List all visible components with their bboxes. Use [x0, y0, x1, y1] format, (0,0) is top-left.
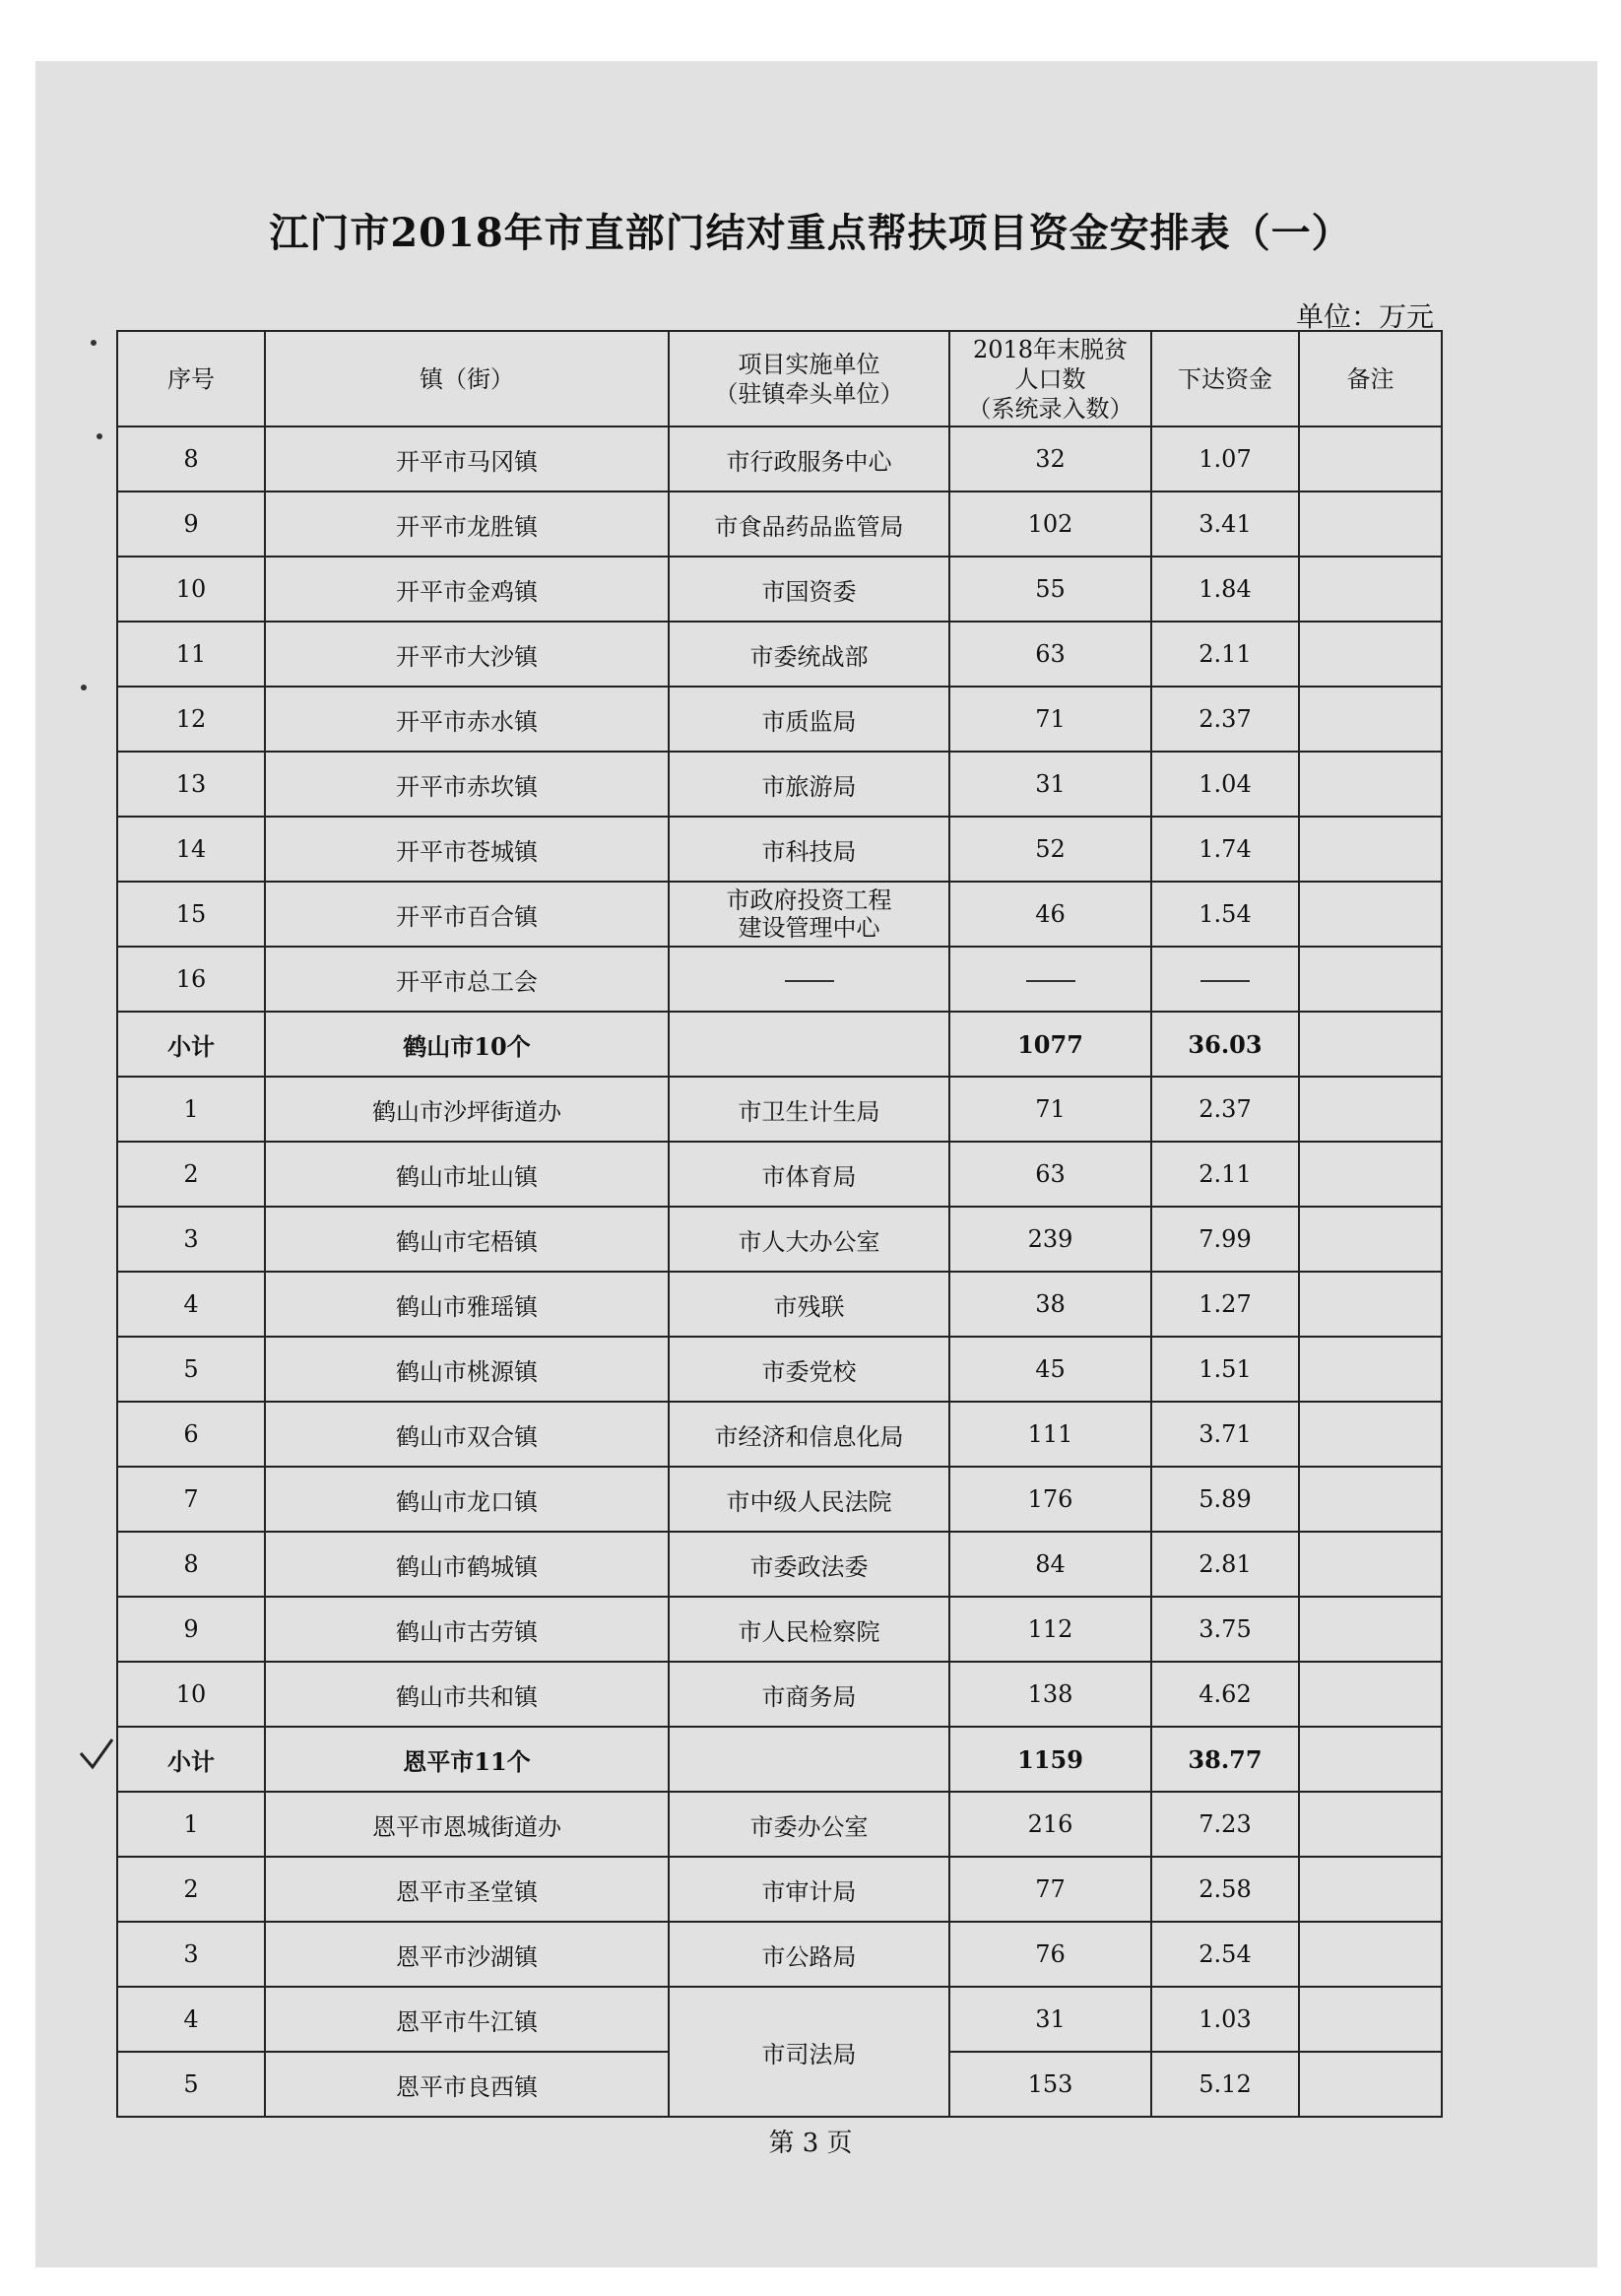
cell-note: [1299, 1012, 1442, 1077]
cell-unit: 市中级人民法院: [669, 1467, 949, 1532]
cell-no: 9: [117, 492, 265, 557]
cell-town: 开平市百合镇: [265, 882, 669, 947]
cell-fund: 4.62: [1151, 1662, 1299, 1727]
table-row: [117, 492, 1442, 557]
cell-no: 小计: [117, 1727, 265, 1792]
header-unit-line1: 项目实施单位: [738, 350, 880, 378]
cell-note: [1299, 1792, 1442, 1857]
subtotal-row: [117, 1012, 1442, 1077]
cell-fund: 2.11: [1151, 622, 1299, 687]
cell-unit: 市司法局: [669, 1987, 949, 2117]
subtotal-row: [117, 1727, 1442, 1792]
cell-no: 3: [117, 1207, 265, 1272]
table-row: [117, 1597, 1442, 1662]
header-town: 镇（街）: [265, 331, 669, 426]
cell-town: 开平市总工会: [265, 947, 669, 1012]
cell-town: 鹤山市沙坪街道办: [265, 1077, 669, 1142]
cell-note: [1299, 557, 1442, 622]
cell-no: 6: [117, 1402, 265, 1467]
cell-population: 31: [949, 1987, 1151, 2052]
cell-note: [1299, 1922, 1442, 1987]
cell-population: 31: [949, 752, 1151, 817]
cell-no: 11: [117, 622, 265, 687]
table-row: [117, 1402, 1442, 1467]
table-row: [117, 622, 1442, 687]
cell-fund: [1151, 947, 1299, 1012]
cell-note: [1299, 817, 1442, 882]
header-fund: 下达资金: [1151, 331, 1299, 426]
cell-note: [1299, 622, 1442, 687]
cell-note: [1299, 426, 1442, 492]
cell-fund: 2.81: [1151, 1532, 1299, 1597]
cell-town: 鹤山市址山镇: [265, 1142, 669, 1207]
cell-no: 10: [117, 1662, 265, 1727]
scan-mark: [81, 685, 87, 690]
cell-population: 55: [949, 557, 1151, 622]
cell-fund: 2.37: [1151, 687, 1299, 752]
cell-unit: [669, 1012, 949, 1077]
cell-note: [1299, 1727, 1442, 1792]
check-mark-icon: [77, 1734, 116, 1773]
cell-no: 1: [117, 1792, 265, 1857]
cell-no: 3: [117, 1922, 265, 1987]
cell-population: 71: [949, 687, 1151, 752]
cell-population: 38: [949, 1272, 1151, 1337]
table-row: [117, 947, 1442, 1012]
cell-town: 开平市大沙镇: [265, 622, 669, 687]
cell-population: 112: [949, 1597, 1151, 1662]
cell-unit-line2: 建设管理中心: [738, 914, 880, 942]
cell-unit: [669, 1727, 949, 1792]
cell-no: 1: [117, 1077, 265, 1142]
cell-town: 开平市马冈镇: [265, 426, 669, 492]
dash-line: [1200, 980, 1250, 982]
cell-no: 13: [117, 752, 265, 817]
cell-no: 10: [117, 557, 265, 622]
cell-fund: 2.11: [1151, 1142, 1299, 1207]
table-row: [117, 1532, 1442, 1597]
cell-fund: 5.89: [1151, 1467, 1299, 1532]
header-pop-line2: 人口数: [1014, 364, 1086, 393]
cell-note: [1299, 1337, 1442, 1402]
cell-fund: 5.12: [1151, 2052, 1299, 2117]
cell-unit: 市委统战部: [669, 622, 949, 687]
cell-note: [1299, 1272, 1442, 1337]
cell-fund: 38.77: [1151, 1727, 1299, 1792]
cell-town: 鹤山市桃源镇: [265, 1337, 669, 1402]
cell-unit-line1: 市政府投资工程: [726, 886, 892, 914]
cell-fund: 1.54: [1151, 882, 1299, 947]
cell-no: 16: [117, 947, 265, 1012]
cell-population: [949, 947, 1151, 1012]
header-pop-line1: 2018年末脱贫: [972, 335, 1129, 363]
cell-population: 153: [949, 2052, 1151, 2117]
cell-unit: 市委办公室: [669, 1792, 949, 1857]
cell-no: 4: [117, 1272, 265, 1337]
cell-town: 开平市龙胜镇: [265, 492, 669, 557]
cell-population: 52: [949, 817, 1151, 882]
cell-fund: 2.54: [1151, 1922, 1299, 1987]
cell-population: 63: [949, 1142, 1151, 1207]
cell-unit: 市公路局: [669, 1922, 949, 1987]
cell-unit: 市经济和信息化局: [669, 1402, 949, 1467]
cell-note: [1299, 687, 1442, 752]
header-row: [117, 331, 1442, 426]
cell-population: 32: [949, 426, 1151, 492]
cell-note: [1299, 1402, 1442, 1467]
cell-no: 9: [117, 1597, 265, 1662]
cell-fund: 1.03: [1151, 1987, 1299, 2052]
cell-population: 111: [949, 1402, 1151, 1467]
cell-no: 8: [117, 426, 265, 492]
dash-line: [1026, 980, 1075, 982]
cell-note: [1299, 1857, 1442, 1922]
cell-unit: 市委政法委: [669, 1532, 949, 1597]
cell-unit: 市国资委: [669, 557, 949, 622]
cell-town: 恩平市圣堂镇: [265, 1857, 669, 1922]
cell-unit: 市审计局: [669, 1857, 949, 1922]
cell-fund: 1.74: [1151, 817, 1299, 882]
table-row: [117, 752, 1442, 817]
cell-unit: 市委党校: [669, 1337, 949, 1402]
cell-town: 鹤山市双合镇: [265, 1402, 669, 1467]
cell-town: 鹤山市龙口镇: [265, 1467, 669, 1532]
table-row: [117, 1467, 1442, 1532]
cell-population: 176: [949, 1467, 1151, 1532]
cell-note: [1299, 2052, 1442, 2117]
cell-no: 14: [117, 817, 265, 882]
cell-town: 恩平市沙湖镇: [265, 1922, 669, 1987]
cell-fund: 2.58: [1151, 1857, 1299, 1922]
cell-town: 恩平市恩城街道办: [265, 1792, 669, 1857]
unit-label: 单位：万元: [1295, 300, 1434, 333]
cell-population: 76: [949, 1922, 1151, 1987]
cell-no: 8: [117, 1532, 265, 1597]
cell-no: 2: [117, 1142, 265, 1207]
header-no: 序号: [117, 331, 265, 426]
cell-town: 鹤山市10个: [265, 1012, 669, 1077]
cell-town: 恩平市牛江镇: [265, 1987, 669, 2052]
cell-population: 63: [949, 622, 1151, 687]
cell-no: 2: [117, 1857, 265, 1922]
cell-no: 12: [117, 687, 265, 752]
cell-unit: 市人大办公室: [669, 1207, 949, 1272]
cell-note: [1299, 1987, 1442, 2052]
cell-no: 15: [117, 882, 265, 947]
cell-note: [1299, 1597, 1442, 1662]
cell-fund: 3.71: [1151, 1402, 1299, 1467]
cell-town: 鹤山市雅瑶镇: [265, 1272, 669, 1337]
table-row: [117, 1142, 1442, 1207]
cell-note: [1299, 752, 1442, 817]
cell-fund: 1.07: [1151, 426, 1299, 492]
table-row: [117, 1987, 1442, 2052]
cell-no: 4: [117, 1987, 265, 2052]
cell-unit: 市卫生计生局: [669, 1077, 949, 1142]
cell-population: 84: [949, 1532, 1151, 1597]
cell-fund: 3.41: [1151, 492, 1299, 557]
cell-note: [1299, 1662, 1442, 1727]
table-row: [117, 1662, 1442, 1727]
cell-fund: 7.99: [1151, 1207, 1299, 1272]
header-unit-line2: （驻镇牵头单位）: [714, 379, 904, 408]
cell-no: 7: [117, 1467, 265, 1532]
page-title: 江门市2018年市直部门结对重点帮扶项目资金安排表（一）: [269, 210, 1352, 256]
table-row: [117, 687, 1442, 752]
cell-fund: 2.37: [1151, 1077, 1299, 1142]
cell-unit: 市商务局: [669, 1662, 949, 1727]
cell-town: 开平市赤水镇: [265, 687, 669, 752]
cell-unit: 市体育局: [669, 1142, 949, 1207]
scan-mark: [97, 433, 102, 439]
cell-population: 71: [949, 1077, 1151, 1142]
cell-town: 开平市金鸡镇: [265, 557, 669, 622]
cell-unit: [669, 947, 949, 1012]
cell-population: 138: [949, 1662, 1151, 1727]
cell-fund: 1.04: [1151, 752, 1299, 817]
cell-unit: 市科技局: [669, 817, 949, 882]
cell-note: [1299, 1077, 1442, 1142]
header-population: [949, 331, 1151, 426]
cell-town: 鹤山市古劳镇: [265, 1597, 669, 1662]
cell-population: 1077: [949, 1012, 1151, 1077]
cell-population: 45: [949, 1337, 1151, 1402]
cell-population: 1159: [949, 1727, 1151, 1792]
page-number: 第 3 页: [768, 2129, 853, 2158]
funding-table: [116, 330, 1443, 2118]
header-note: 备注: [1299, 331, 1442, 426]
cell-town: 恩平市11个: [265, 1727, 669, 1792]
cell-town: 恩平市良西镇: [265, 2052, 669, 2117]
cell-unit: 市质监局: [669, 687, 949, 752]
table-row: [117, 882, 1442, 947]
table-row: [117, 1207, 1442, 1272]
cell-note: [1299, 1532, 1442, 1597]
table-row: [117, 1857, 1442, 1922]
cell-town: 鹤山市共和镇: [265, 1662, 669, 1727]
dash-line: [785, 980, 834, 982]
cell-unit: 市食品药品监管局: [669, 492, 949, 557]
cell-note: [1299, 882, 1442, 947]
cell-fund: 1.84: [1151, 557, 1299, 622]
scan-mark: [91, 340, 97, 346]
cell-note: [1299, 1467, 1442, 1532]
table-row: [117, 817, 1442, 882]
table-row: [117, 426, 1442, 492]
cell-population: 77: [949, 1857, 1151, 1922]
cell-note: [1299, 947, 1442, 1012]
header-unit: [669, 331, 949, 426]
cell-town: 鹤山市鹤城镇: [265, 1532, 669, 1597]
cell-population: 239: [949, 1207, 1151, 1272]
cell-fund: 7.23: [1151, 1792, 1299, 1857]
cell-note: [1299, 492, 1442, 557]
table-row: [117, 1077, 1442, 1142]
cell-no: 小计: [117, 1012, 265, 1077]
cell-population: 102: [949, 492, 1151, 557]
cell-fund: 3.75: [1151, 1597, 1299, 1662]
cell-no: 5: [117, 1337, 265, 1402]
cell-town: 开平市赤坎镇: [265, 752, 669, 817]
table-row: [117, 1922, 1442, 1987]
cell-fund: 36.03: [1151, 1012, 1299, 1077]
table-row: [117, 557, 1442, 622]
cell-no: 5: [117, 2052, 265, 2117]
cell-town: 鹤山市宅梧镇: [265, 1207, 669, 1272]
cell-town: 开平市苍城镇: [265, 817, 669, 882]
cell-unit: 市旅游局: [669, 752, 949, 817]
cell-fund: 1.27: [1151, 1272, 1299, 1337]
cell-note: [1299, 1207, 1442, 1272]
cell-unit: 市行政服务中心: [669, 426, 949, 492]
table-row: [117, 1337, 1442, 1402]
cell-population: 46: [949, 882, 1151, 947]
header-pop-line3: （系统录入数）: [967, 394, 1134, 423]
cell-unit: [669, 882, 949, 947]
cell-population: 216: [949, 1792, 1151, 1857]
table-row: [117, 1792, 1442, 1857]
cell-note: [1299, 1142, 1442, 1207]
cell-unit: 市残联: [669, 1272, 949, 1337]
table-row: [117, 1272, 1442, 1337]
cell-fund: 1.51: [1151, 1337, 1299, 1402]
cell-unit: 市人民检察院: [669, 1597, 949, 1662]
